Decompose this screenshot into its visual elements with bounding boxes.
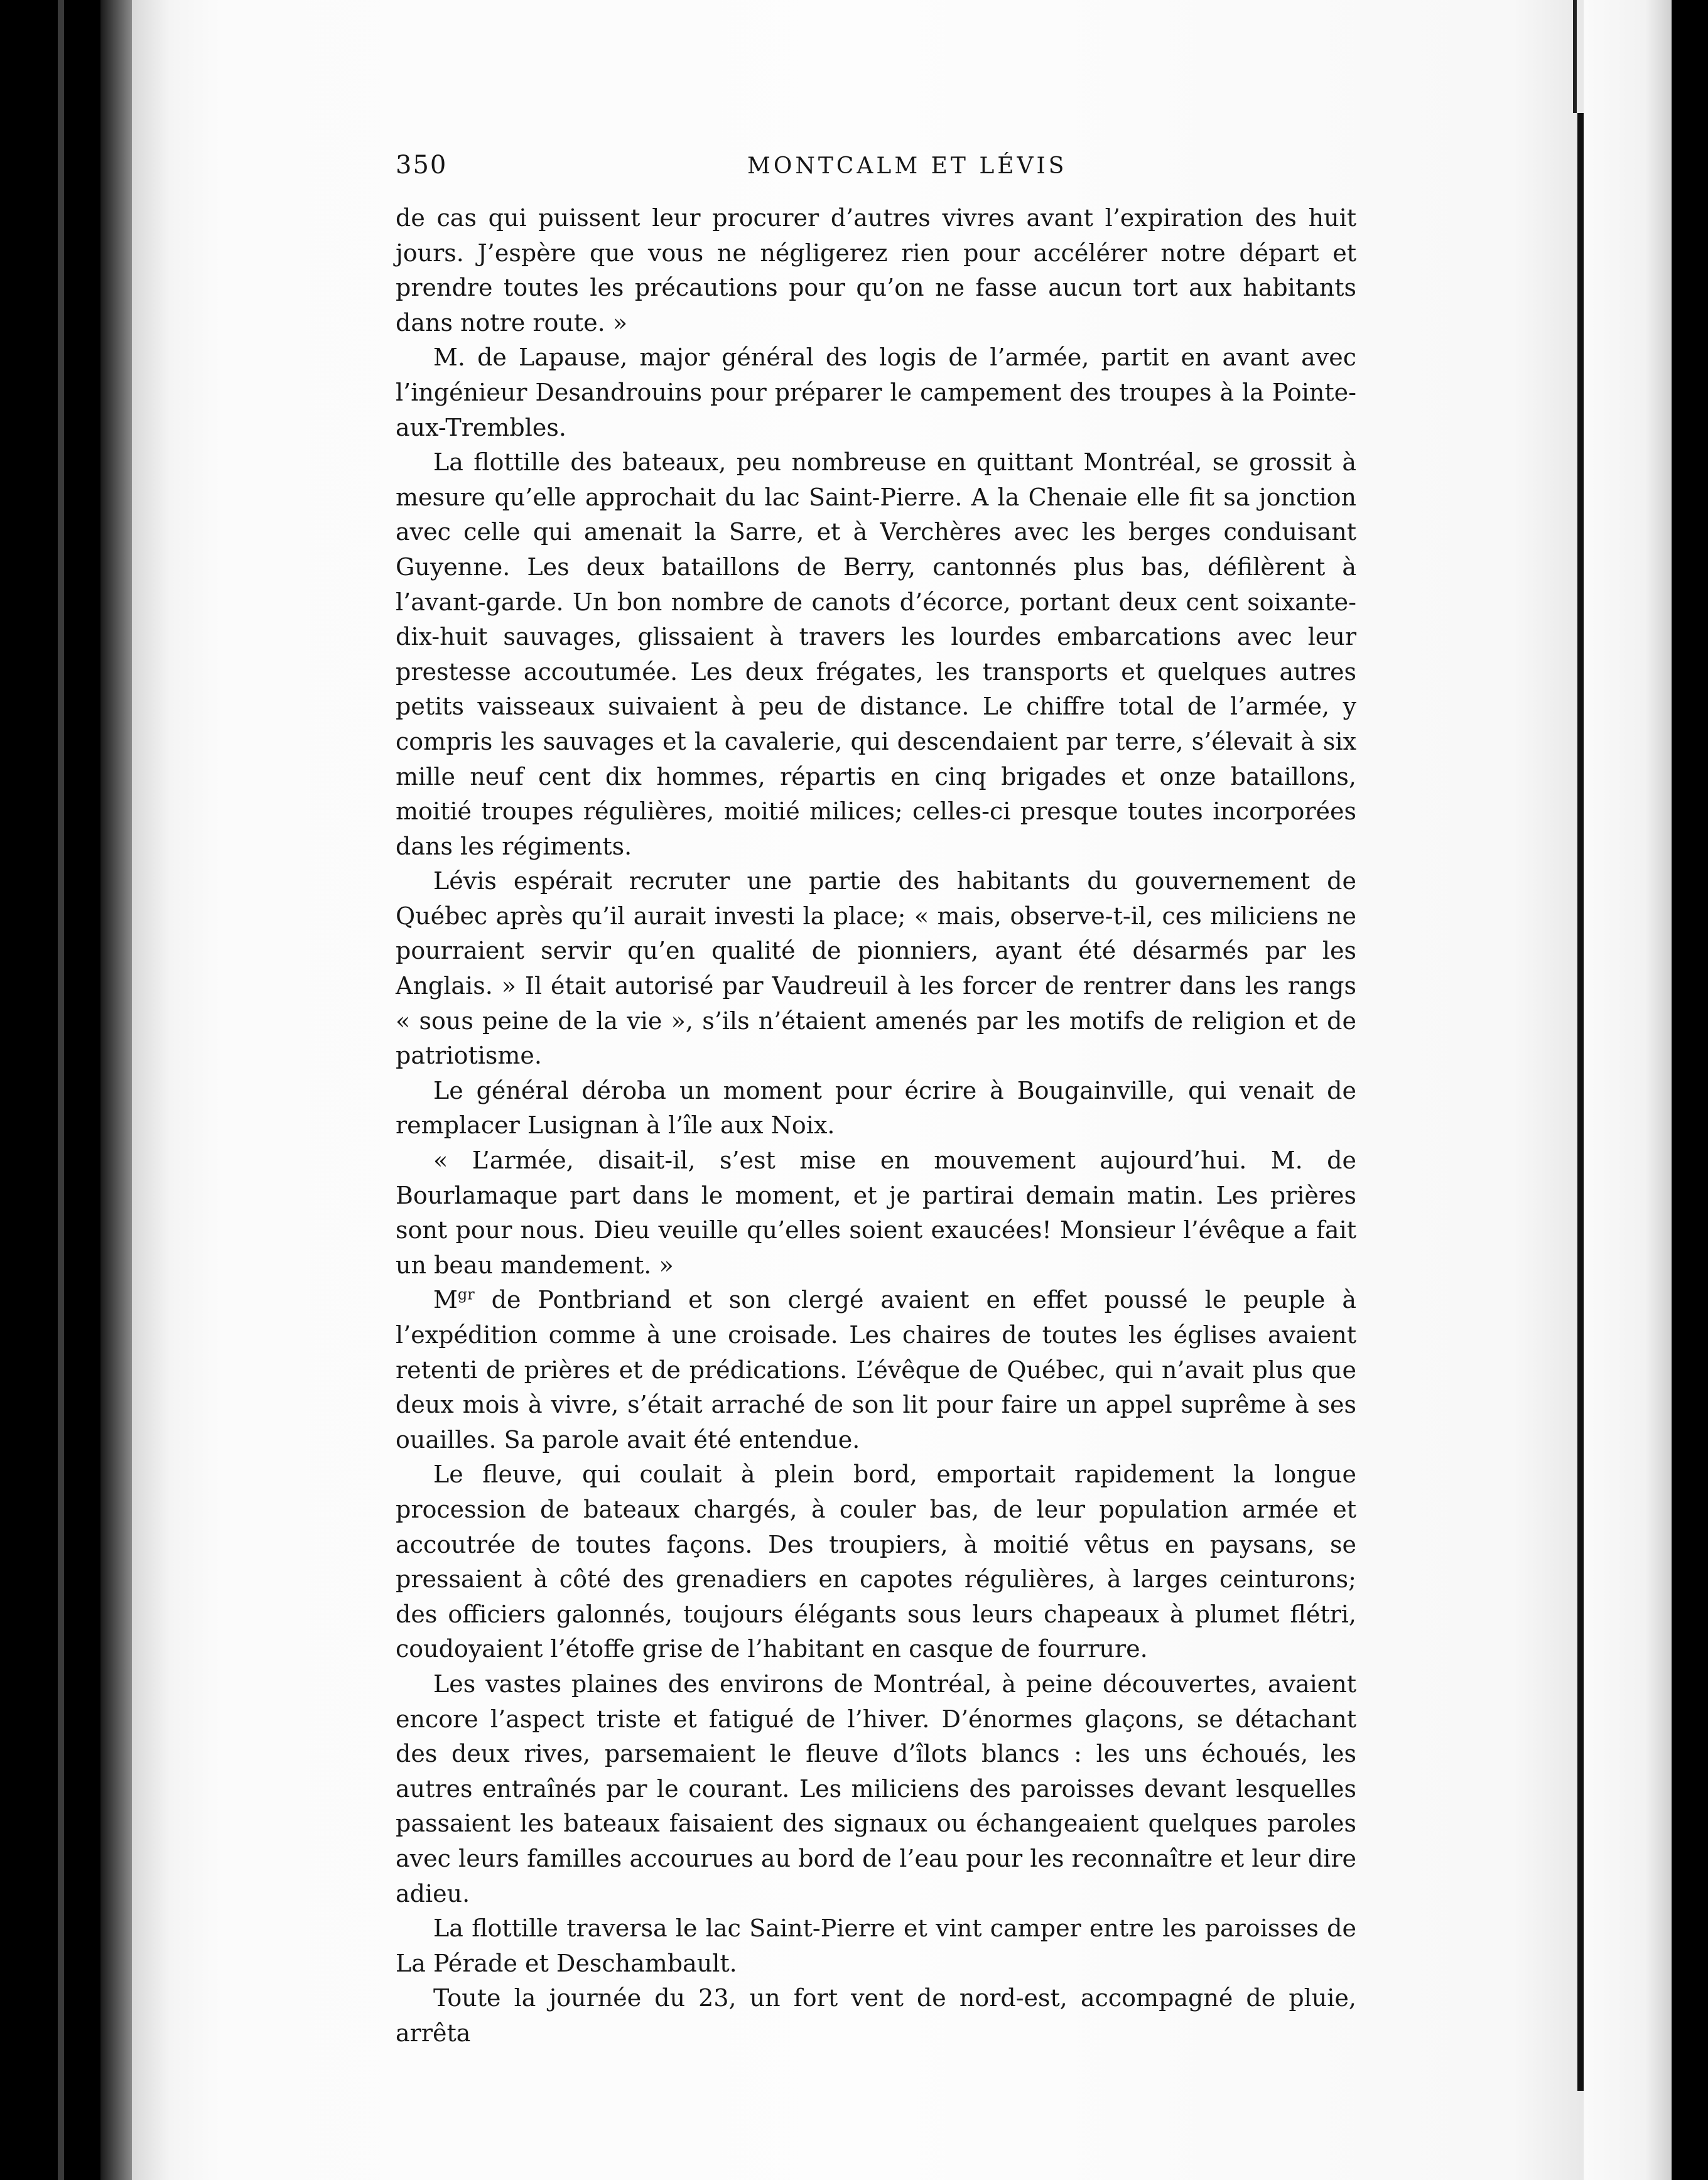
monseigneur-abbrev: M <box>433 1286 458 1314</box>
page-number: 350 <box>396 151 448 180</box>
paragraph-7 <box>396 1283 1356 1457</box>
paragraph-8: Le fleuve, qui coulait à plein bord, emportait rapidement la longue procession de bateaux chargés, à couler bas, de leur population armée et accoutrée de toutes façons. Des troupiers, à moitié vêtus en paysans, se pressaient à côté des grenadiers en capotes régulières, à larges ceinturons; des officiers galonnés, toujours élégants sous leurs chapeaux à plumet flétri, coudoyaient l’étoffe grise de l’habitant en casque de fourrure. <box>396 1460 1356 1663</box>
paragraph-10: La flottille traversa le lac Saint-Pierre et vint camper entre les paroisses de La Pérade et Deschambault. <box>396 1914 1356 1977</box>
monseigneur-superscript: gr <box>457 1285 475 1303</box>
right-edge-line <box>1577 113 1584 2091</box>
paragraph-6: « L’armée, disait-il, s’est mise en mouvement aujourd’hui. M. de Bourlamaque part dans le moment, et je partirai demain matin. Les prières sont pour nous. Dieu veuille qu’elles soient exaucées! Monsieur l’évêque a fait un beau mandement. » <box>396 1147 1356 1279</box>
facing-page-edge <box>1584 0 1672 2180</box>
paragraph-1: de cas qui puissent leur procurer d’autres vivres avant l’expiration des huit jours. J’espère que vous ne négligerez rien pour accélérer notre départ et prendre toutes les précautions pour qu’on ne fasse aucun tort aux habitants dans notre route. » <box>396 204 1356 337</box>
page-text <box>396 151 1356 2051</box>
paragraph-7-text: de Pontbriand et son clergé avaient en effet poussé le peuple à l’expédition comme à une croisade. Les chaires de toutes les églises avaient retenti de prières et de prédications. L’évêque de Québec, qui n’avait plus que deux mois à vivre, s’était arraché de son lit pour faire un appel suprême à ses ouailles. Sa parole avait été entendue. <box>396 1286 1356 1454</box>
right-edge-line-top <box>1573 0 1577 113</box>
running-header <box>396 151 1356 201</box>
paragraph-5: Le général déroba un moment pour écrire à Bougainville, qui venait de remplacer Lusignan à l’île aux Noix. <box>396 1076 1356 1140</box>
right-scan-border <box>1672 0 1708 2180</box>
paragraph-3: La flottille des bateaux, peu nombreuse en quittant Montréal, se grossit à mesure qu’elle approchait du lac Saint-Pierre. A la Chenaie elle fit sa jonction avec celle qui amenait la Sarre, et à Verchères avec les berges conduisant Guyenne. Les deux bataillons de Berry, cantonnés plus bas, défilèrent à l’avant-garde. Un bon nombre de canots d’écorce, portant deux cent soixante-dix-huit sauvages, glissaient à travers les lourdes embarcations avec leur prestesse accoutumée. Les deux frégates, les transports et quelques autres petits vaisseaux suivaient à peu de distance. Le chiffre total de l’armée, y compris les sauvages et la cavalerie, qui descendaient par terre, s’élevait à six mille neuf cent dix hommes, répartis en cinq brigades et onze bataillons, moitié troupes régulières, moitié milices; celles-ci presque toutes incorporées dans les régiments. <box>396 448 1356 860</box>
paragraph-9: Les vastes plaines des environs de Montréal, à peine découvertes, avaient encore l’aspect triste et fatigué de l’hiver. D’énormes glaçons, se détachant des deux rives, parsemaient le fleuve d’îlots blancs : les uns échoués, les autres entraînés par le courant. Les miliciens des paroisses devant lesquelles passaient les bateaux faisaient des signaux ou échangeaient quelques paroles avec leurs familles accourues au bord de l’eau pour les reconnaître et leur dire adieu. <box>396 1670 1356 1908</box>
running-title: MONTCALM ET LÉVIS <box>747 153 1068 179</box>
paragraph-11: Toute la journée du 23, un fort vent de nord-est, accompagné de pluie, arrêta <box>396 1984 1356 2047</box>
paragraph-4: Lévis espérait recruter une partie des habitants du gouvernement de Québec après qu’il aurait investi la place; « mais, observe-t-il, ces miliciens ne pourraient servir qu’en qualité de pionniers, ayant été désarmés par les Anglais. » Il était autorisé par Vaudreuil à les forcer de rentrer dans les rangs « sous peine de la vie », s’ils n’étaient amenés par les motifs de religion et de patriotisme. <box>396 867 1356 1070</box>
left-edge-shadow <box>58 0 64 2180</box>
paragraph-2: M. de Lapause, major général des logis de l’armée, partit en avant avec l’ingénieur Desandrouins pour préparer le campement des troupes à la Pointe-aux-Trembles. <box>396 343 1356 441</box>
